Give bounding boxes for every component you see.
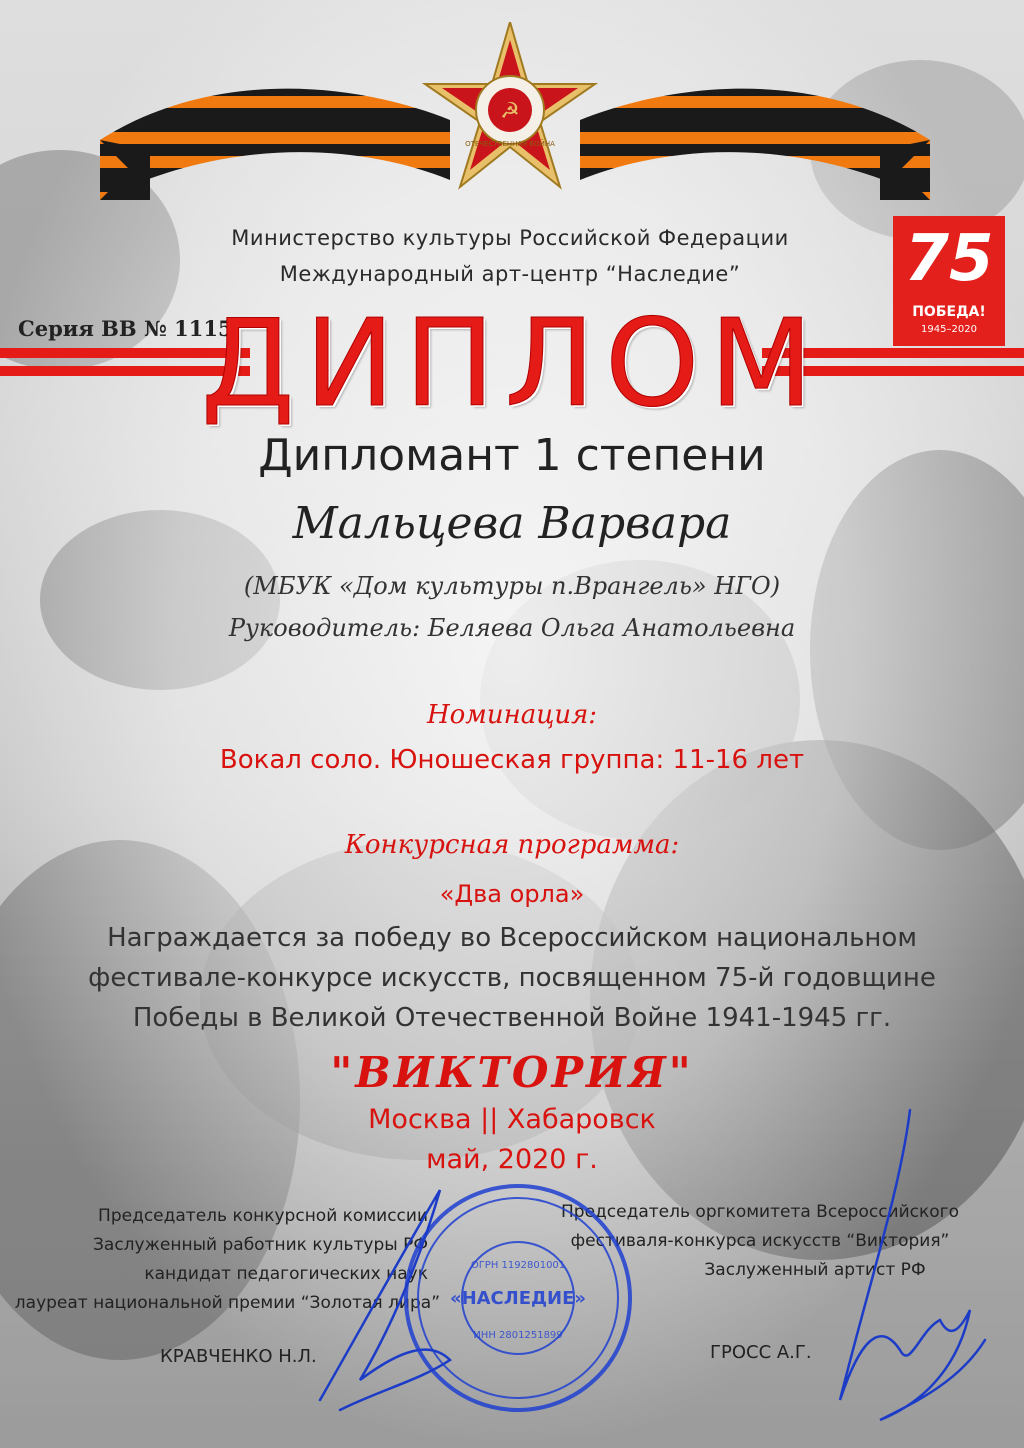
svg-text:ИНН 2801251899: ИНН 2801251899 — [473, 1330, 563, 1341]
right-signature — [810, 1100, 1000, 1430]
nomination-value: Вокал соло. Юношеская группа: 11-16 лет — [219, 745, 805, 775]
degree-line: Дипломант 1 степени — [258, 430, 766, 481]
badge-number: 75 — [904, 222, 994, 296]
svg-text:☭: ☭ — [500, 99, 520, 124]
award-text — [0, 918, 1024, 1038]
festival-name: "ВИКТОРИЯ" — [330, 1048, 694, 1097]
signatory-title: Заслуженный работник культуры РФ — [93, 1235, 428, 1255]
signatory-title: Председатель конкурсной комиссии — [98, 1206, 428, 1226]
order-star-icon — [420, 22, 600, 212]
left-signatory-name: КРАВЧЕНКО Н.Л. — [160, 1346, 317, 1367]
award-line: фестивале-конкурсе искусств, посвященном 75-й годовщине — [88, 963, 936, 993]
right-signatory-name: ГРОСС А.Г. — [710, 1342, 812, 1363]
signatory-title: фестиваля-конкурса искусств “Виктория” — [570, 1231, 950, 1251]
badge-word: ПОБЕДА! — [912, 304, 986, 320]
svg-text:ОГРН 1192801001: ОГРН 1192801001 — [470, 1260, 566, 1271]
signatory-title: лауреат национальной премии “Золотая лира” — [14, 1293, 440, 1313]
signatory-title: кандидат педагогических наук — [144, 1264, 428, 1284]
program-heading: Конкурсная программа: — [344, 830, 680, 860]
award-line: Победы в Великой Отечественной Войне 1941-1945 гг. — [132, 1003, 892, 1033]
program-value: «Два орла» — [439, 880, 585, 908]
order-star-text: ОТЕЧЕСТВЕННАЯ ВОЙНА — [465, 140, 555, 148]
diploma-title: ДИПЛОМ — [201, 295, 823, 434]
art-center-line: Международный арт-центр “Наследие” — [279, 262, 741, 286]
signatory-title: Председатель оргкомитета Всероссийского — [561, 1202, 959, 1222]
leader-line: Руководитель: Беляева Ольга Анатольевна — [228, 614, 796, 642]
left-signature — [300, 1180, 480, 1420]
recipient-name: Мальцева Варвара — [292, 498, 732, 549]
date-line: май, 2020 г. — [426, 1144, 598, 1175]
organization-line: (МБУК «Дом культуры п.Врангель» НГО) — [243, 572, 781, 600]
badge-years: 1945–2020 — [921, 324, 977, 335]
ministry-line: Министерство культуры Российской Федерации — [231, 226, 789, 250]
signatory-title: Заслуженный артист РФ — [704, 1260, 926, 1280]
series-number: Серия ВВ № 1115 — [18, 316, 233, 341]
nomination-heading: Номинация: — [426, 700, 598, 730]
svg-text:«НАСЛЕДИЕ»: «НАСЛЕДИЕ» — [449, 1288, 587, 1309]
cities-line: Москва || Хабаровск — [368, 1104, 656, 1135]
award-line: Награждается за победу во Всероссийском национальном — [107, 923, 917, 953]
